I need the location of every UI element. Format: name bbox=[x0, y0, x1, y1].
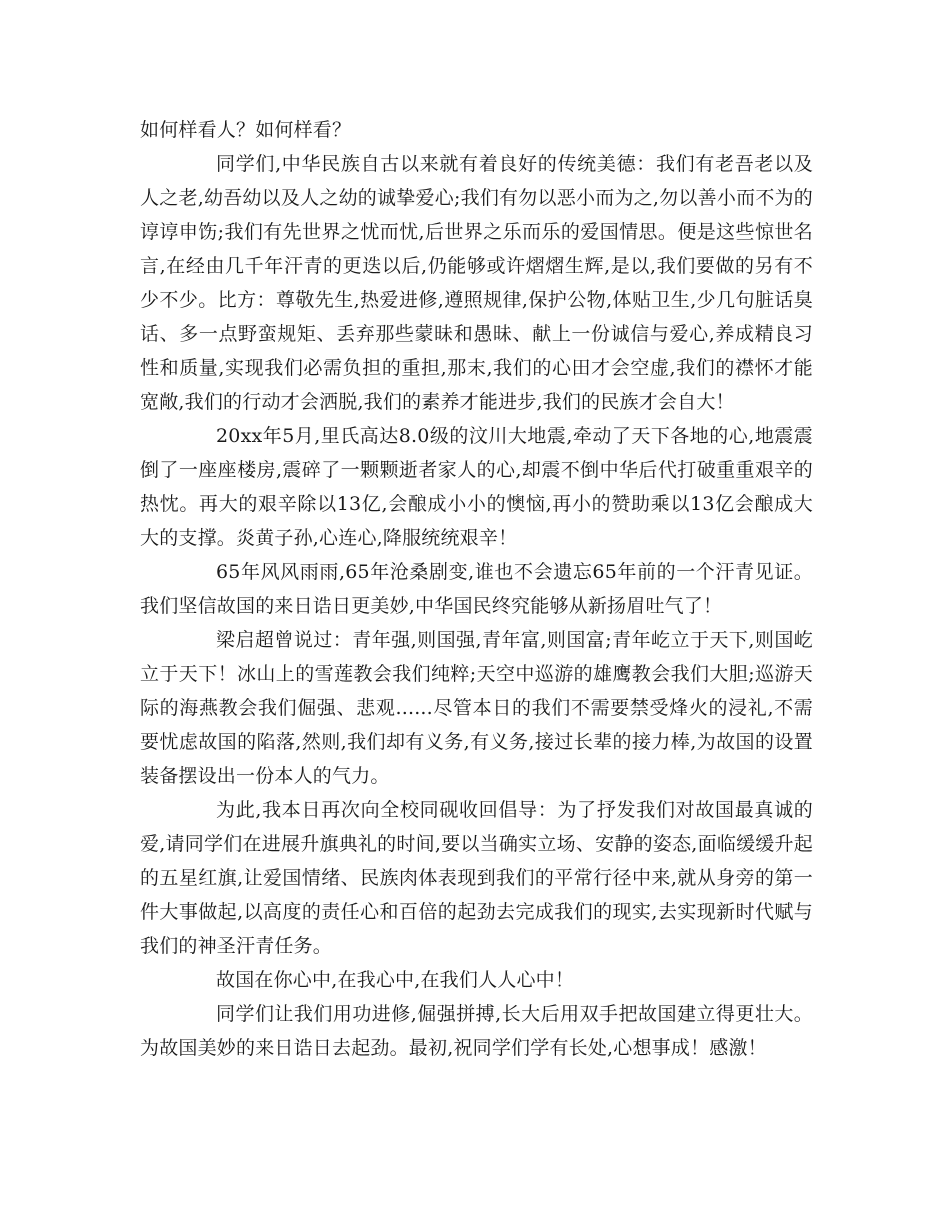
paragraph-65-years: 65年风风雨雨,65年沧桑剧变,谁也不会遗忘65年前的一个汗青见证。我们坚信故国的来日诰日更美妙,中华国民终究能够从新扬眉吐气了！ bbox=[140, 561, 813, 617]
document-body bbox=[140, 113, 813, 1065]
paragraph-motherland-in-heart: 故国在你心中,在我心中,在我们人人心中！ bbox=[216, 969, 575, 991]
paragraph-liang-qichao: 梁启超曾说过：青年强,则国强,青年富,则国富;青年屹立于天下,则国屹立于天下！冰山上的雪莲教会我们纯粹;天空中巡游的雄鹰教会我们大胆;巡游天际的海燕教会我们倔强、悲观......尽管本日的我们不需要禁受烽火的浸礼,不需要忧虑故国的陷落,然则,我们却有义务,有义务,接过长辈的接力棒,为故国的设置装备摆设出一份本人的气力。 bbox=[140, 629, 813, 787]
paragraph-traditional-virtues: 同学们,中华民族自古以来就有着良好的传统美德：我们有老吾老以及人之老,幼吾幼以及人之幼的诚挚爱心;我们有勿以恶小而为之,勿以善小而不为的谆谆申饬;我们有先世界之忧而忧,后世界之乐而乐的爱国情思。便是这些惊世名言,在经由几千年汗青的更迭以后,仍能够或许熠熠生辉,是以,我们要做的另有不少不少。比方：尊敬先生,热爱进修,遵照规律,保护公物,体贴卫生,少几句脏话臭话、多一点野蛮规矩、丢弃那些蒙昧和愚昧、献上一份诚信与爱心,养成精良习性和质量,实现我们必需负担的重担,那末,我们的心田才会空虚,我们的襟怀才能宽敞,我们的行动才会洒脱,我们的素养才能进步,我们的民族才会自大！ bbox=[140, 153, 813, 413]
paragraph-closing: 同学们让我们用功进修,倔强拼搏,长大后用双手把故国建立得更壮大。为故国美妙的来日诰日去起劲。最初,祝同学们学有长处,心想事成！感激！ bbox=[140, 1003, 813, 1059]
heading-line: 如何样看人？如何样看？ bbox=[140, 119, 352, 141]
paragraph-proposal: 为此,我本日再次向全校同砚收回倡导：为了抒发我们对故国最真诚的爱,请同学们在进展升旗典礼的时间,要以当确实立场、安静的姿态,面临缓缓升起的五星红旗,让爱国情绪、民族肉体表现到我们的平常行径中来,就从身旁的第一件大事做起,以高度的责任心和百倍的起劲去完成我们的现实,去实现新时代赋与我们的神圣汗青任务。 bbox=[140, 799, 813, 957]
paragraph-wenchuan-earthquake: 20xx年5月,里氏高达8.0级的汶川大地震,牵动了天下各地的心,地震震倒了一座座楼房,震碎了一颗颗逝者家人的心,却震不倒中华后代打破重重艰辛的热忱。再大的艰辛除以13亿,会酿成小小的懊恼,再小的赞助乘以13亿会酿成大大的支撑。炎黄子孙,心连心,降服统统艰辛！ bbox=[140, 425, 813, 549]
